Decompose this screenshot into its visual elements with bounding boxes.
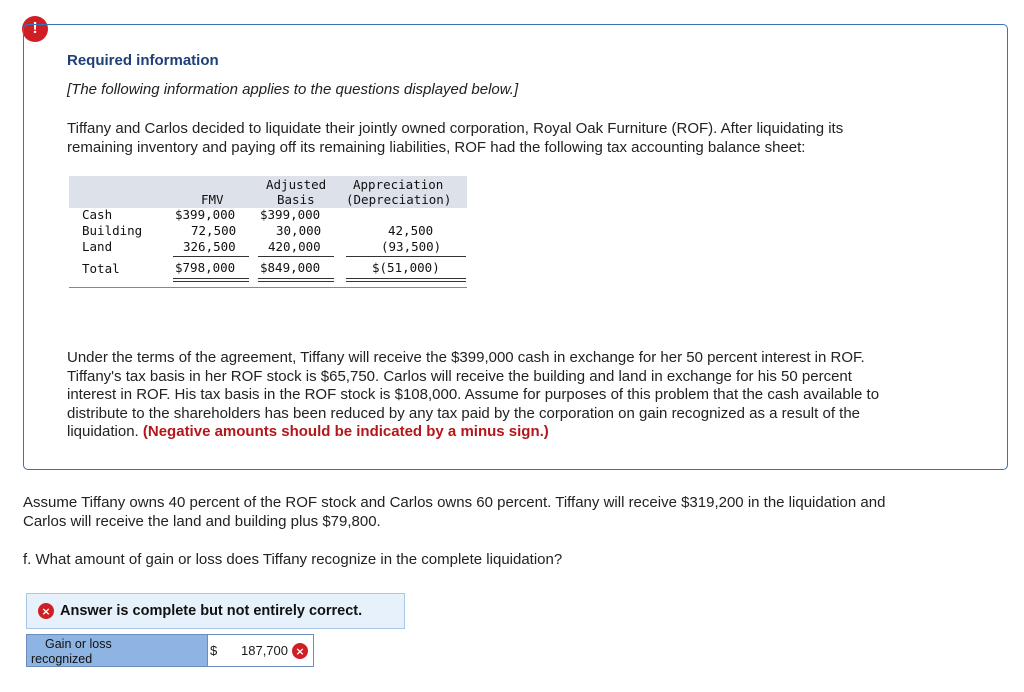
required-information-title: Required information [67,52,219,69]
header-fmv: FMV [201,192,224,207]
alert-icon: ! [22,16,48,42]
row-land-basis: 420,000 [268,239,321,254]
subtotal-rule [173,256,249,257]
total-rule [346,281,466,282]
gain-loss-value: 187,700 [241,643,288,658]
answer-status-text: Answer is complete but not entirely correct. [60,603,363,619]
intro-line: remaining inventory and paying off its remaining liabilities, ROF had the following tax accounting balance sheet: [67,138,806,156]
subtotal-rule [258,256,334,257]
assumption-paragraph [23,494,1003,531]
agreement-line: Tiffany's tax basis in her ROF stock is $65,750. Carlos will receive the building and land in exchange for his 50 percent [67,367,852,385]
assumption-line: Carlos will receive the land and building plus $79,800. [23,512,381,530]
header-basis: Basis [277,192,315,207]
answer-label-line: recognized [31,652,93,666]
agreement-line: interest in ROF. His tax basis in the ROF stock is $108,000. Assume for purposes of this problem that the cash available to [67,386,880,403]
gain-loss-input[interactable] [208,635,313,666]
question-prompt: f. What amount of gain or loss does Tiffany recognize in the complete liquidation? [23,551,563,568]
intro-line: Tiffany and Carlos decided to liquidate their jointly owned corporation, Royal Oak Furniture (ROF). After liquidating its [67,120,844,137]
total-rule [258,281,334,282]
required-information-subtitle: [The following information applies to the questions displayed below.] [67,81,519,98]
incorrect-icon: × [38,603,54,619]
currency-symbol: $ [210,643,218,658]
header-depreciation: (Depreciation) [346,192,452,207]
row-land-appreciation: (93,500) [381,239,442,254]
subtotal-rule [346,256,466,257]
header-adjusted: Adjusted [266,177,327,192]
row-building-appreciation: 42,500 [388,223,434,238]
row-building-fmv: 72,500 [191,223,237,238]
row-cash-item: Cash [82,207,113,222]
table-bottom-rule [69,287,467,288]
negative-amounts-note: (Negative amounts should be indicated by a minus sign.) [142,423,549,440]
total-rule [173,281,249,282]
row-total-item: Total [82,261,120,276]
agreement-line-text: liquidation. [67,423,143,440]
row-building-basis: 30,000 [276,223,322,238]
agreement-line: distribute to the shareholders has been reduced by any tax paid by the corporation on gain recognized as a result of the [67,404,861,422]
row-total-fmv: $798,000 [175,260,236,275]
row-land-item: Land [82,239,113,254]
answer-status-banner [26,593,405,629]
incorrect-icon: × [292,643,308,659]
answer-row [26,634,314,667]
agreement-paragraph [67,349,967,442]
answer-label-line: Gain or loss [45,637,112,651]
row-cash-fmv: $399,000 [175,207,236,222]
header-appreciation: Appreciation [353,177,444,192]
agreement-line: Under the terms of the agreement, Tiffany will receive the $399,000 cash in exchange for her 50 percent interest in ROF. [67,349,865,366]
row-cash-basis: $399,000 [260,207,321,222]
agreement-line [67,423,967,442]
row-total-appreciation: $(51,000) [372,260,440,275]
total-rule [173,278,249,279]
row-total-basis: $849,000 [260,260,321,275]
assumption-line: Assume Tiffany owns 40 percent of the ROF stock and Carlos owns 60 percent. Tiffany will receive $319,200 in the liquidation and [23,494,886,511]
answer-label [27,635,208,666]
total-rule [258,278,334,279]
row-building-item: Building [82,223,143,238]
intro-paragraph [67,120,967,157]
total-rule [346,278,466,279]
row-land-fmv: 326,500 [183,239,236,254]
